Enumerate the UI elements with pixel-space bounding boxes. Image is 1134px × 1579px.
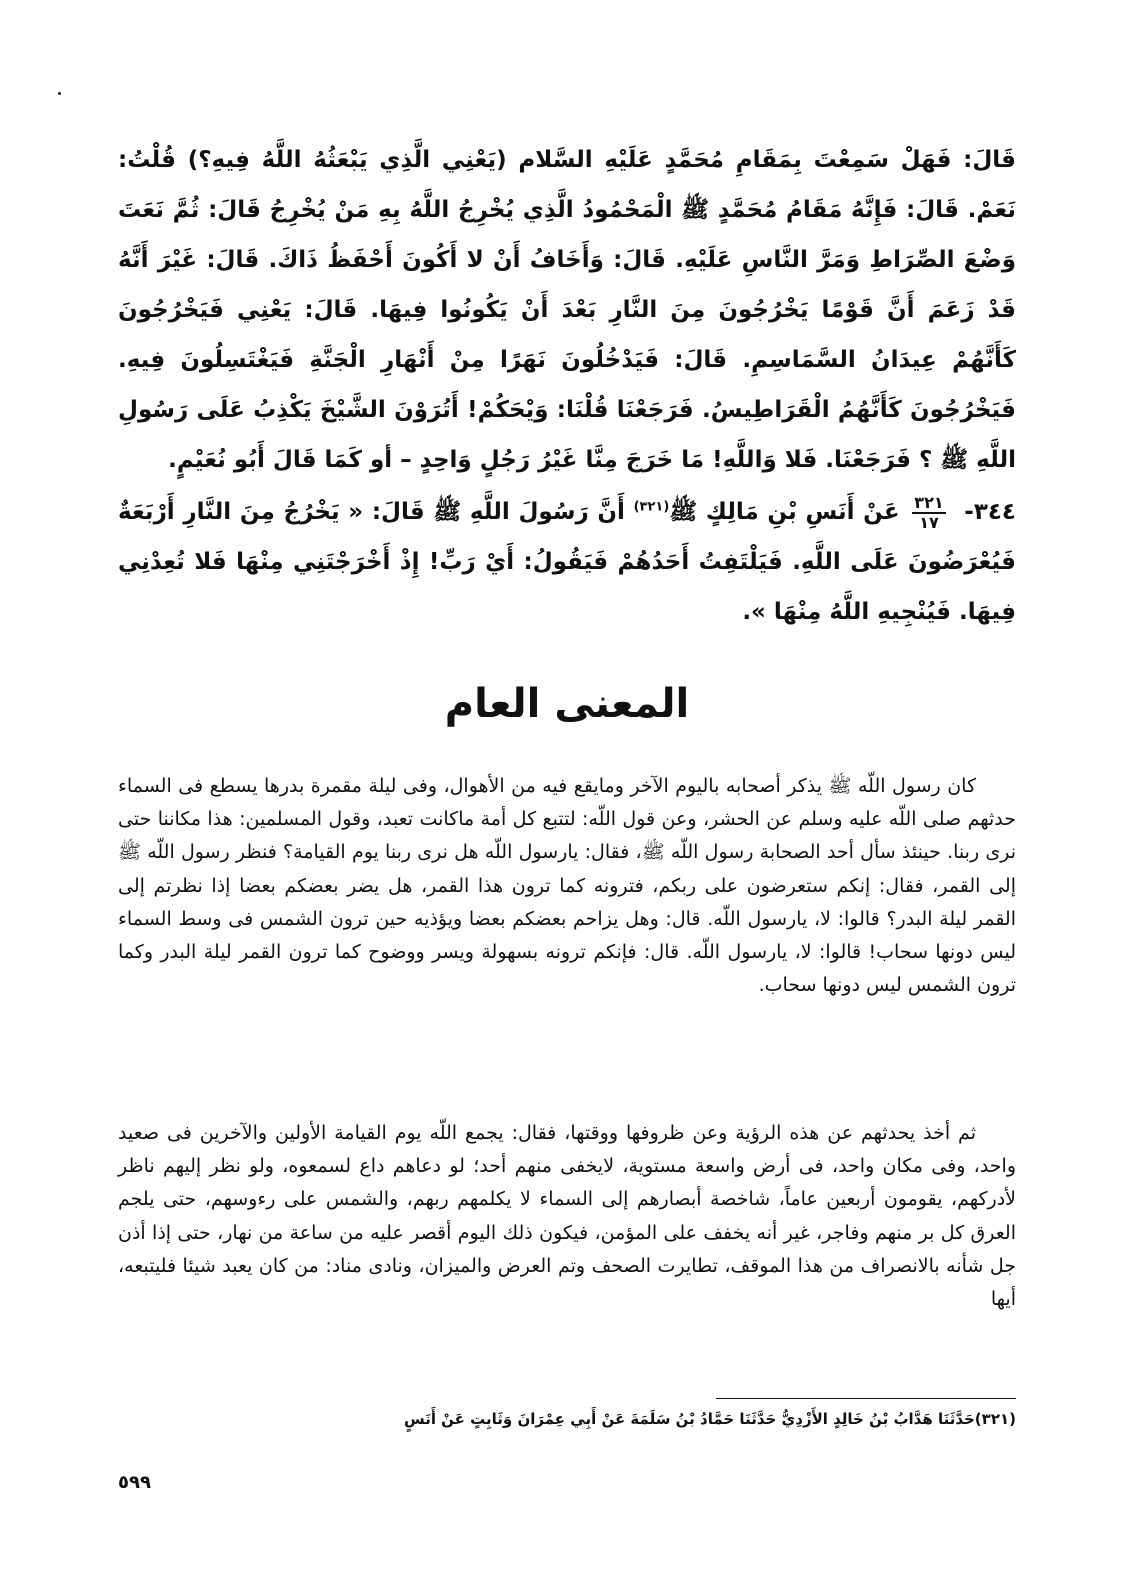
footnote-reference: (٣٢١)	[633, 499, 670, 515]
scan-speck	[58, 92, 61, 95]
footnote: (٣٢١)حَدَّثَنَا هَدَّابُ بْنُ خَالِدٍ الأَزْدِيُّ حَدَّثَنَا حَمَّادُ بْنُ سَلَمَةَ عَنْ أَبِي عِمْرَانَ وَثَابِتٍ عَنْ أَنَسٍ	[403, 1410, 1016, 1428]
hadith-344	[118, 487, 1016, 637]
body-paragraph: ثم أخذ يحدثهم عن هذه الرؤية وعن ظروفها ووقتها، فقال: يجمع اللّه يوم القيامة الأولين والآخرين فى صعيد واحد، وفى مكان واحد، فى أرض واسعة مستوية، لايخفى منهم أحد؛ لو دعاهم داع لسمعوه، ولو نظر إليهم ناظر لأدركهم، يقومون أربعين عاماً، شاخصة أبصارهم إلى السماء لا يكلمهم ربهم، والشمس على رءوسهم، حتى يلجم العرق كل بر منهم وفاجر، غير أنه يخفف على المؤمن، فيكون ذلك اليوم أقصر عليه من ساعة من نهار، حتى إذا أذن جل شأنه بالانصراف من هذا الموقف، تطايرت الصحف وتم العرض والميزان، ونادى مناد: من كان يعبد شيئا فليتبعه، أيها	[118, 1122, 1016, 1311]
reference-top: ٣٢١	[914, 492, 944, 512]
hadith-343-continuation	[118, 135, 1016, 485]
hadith-number: ٣٤٤-	[964, 499, 1016, 525]
hadith-344-text: أَنَّ رَسُولَ اللَّهِ ﷺ قَالَ: « يَخْرُجُ مِنَ النَّارِ أَرْبَعَةٌ فَيُعْرَضُونَ عَلَى اللَّهِ. فَيَلْتَفِتُ أَحَدُهُمْ فَيَقُولُ: أَيْ رَبِّ! إِذْ أَخْرَجْتَنِي مِنْهَا فَلا تُعِدْنِي فِيهَا. فَيُنْجِيهِ اللَّهُ مِنْهَا ».	[118, 499, 1016, 625]
section-heading: المعنى العام	[444, 681, 690, 727]
hadith-reference-fraction	[912, 494, 945, 532]
hadith-narrator: عَنْ أَنَسِ بْنِ مَالِكٍ ﷺ	[669, 499, 900, 525]
page-number: ٥٩٩	[118, 1472, 151, 1493]
reference-bottom: ١٧	[919, 512, 939, 532]
footnote-divider	[716, 1398, 1016, 1399]
body-paragraph: كان رسول اللّه ﷺ يذكر أصحابه باليوم الآخر ومايقع فيه من الأهوال، وفى ليلة مقمرة بدرها يسطع فى السماء حدثهم صلى اللّه عليه وسلم عن الحشر، وعن قول اللّه: لتتبع كل أمة ماكانت تعبد، وقول المسلمين: هذا مكاننا حتى نرى ربنا. حينئذ سأل أحد الصحابة رسول اللّه ﷺ، فقال: يارسول اللّه هل نرى ربنا يوم القيامة؟ فنظر رسول اللّه ﷺ إلى القمر، فقال: إنكم ستعرضون على ربكم، فترونه كما ترون هذا القمر، هل يضر بعضكم بعضا إذا نظرتم إلى القمر ليلة البدر؟ قالوا: لا، يارسول اللّه. قال: وهل يزاحم بعضكم بعضا ويؤذيه حين ترون الشمس فى وسط السماء ليس دونها سحاب! قالوا: لا، يارسول اللّه. قال: فإنكم ترونه بسهولة ويسر ووضوح كما ترون القمر ليلة البدر وكما ترون الشمس ليس دونها سحاب.	[118, 775, 1016, 997]
hadith-343-text: قَالَ: فَهَلْ سَمِعْتَ بِمَقَامِ مُحَمَّدٍ عَلَيْهِ السَّلام (يَعْنِي الَّذِي يَبْعَثُهُ اللَّهُ فِيهِ؟) قُلْتُ: نَعَمْ. قَالَ: فَإِنَّهُ مَقَامُ مُحَمَّدٍ ﷺ الْمَحْمُودُ الَّذِي يُخْرِجُ اللَّهُ بِهِ مَنْ يُخْرِجُ قَالَ: ثُمَّ نَعَتَ وَضْعَ الصِّرَاطِ وَمَرَّ النَّاسِ عَلَيْهِ. قَالَ: وَأَخَافُ أَنْ لا أَكُونَ أَحْفَظُ ذَاكَ. قَالَ: غَيْرَ أَنَّهُ قَدْ زَعَمَ أَنَّ قَوْمًا يَخْرُجُونَ مِنَ النَّارِ بَعْدَ أَنْ يَكُونُوا فِيهَا. قَالَ: يَعْنِي فَيَخْرُجُونَ كَأَنَّهُمْ عِيدَانُ السَّمَاسِمِ. قَالَ: فَيَدْخُلُونَ نَهَرًا مِنْ أَنْهَارِ الْجَنَّةِ فَيَغْتَسِلُونَ فِيهِ. فَيَخْرُجُونَ كَأَنَّهُمُ الْقَرَاطِيسُ. فَرَجَعْنَا قُلْنَا: وَيْحَكُمْ! أَتُرَوْنَ الشَّيْخَ يَكْذِبُ عَلَى رَسُولِ اللَّهِ ﷺ ؟ فَرَجَعْنَا. فَلا وَاللَّهِ! مَا خَرَجَ مِنَّا غَيْرُ رَجُلٍ وَاحِدٍ – أو كَمَا قَالَ أَبُو نُعَيْمٍ.	[118, 147, 1016, 473]
